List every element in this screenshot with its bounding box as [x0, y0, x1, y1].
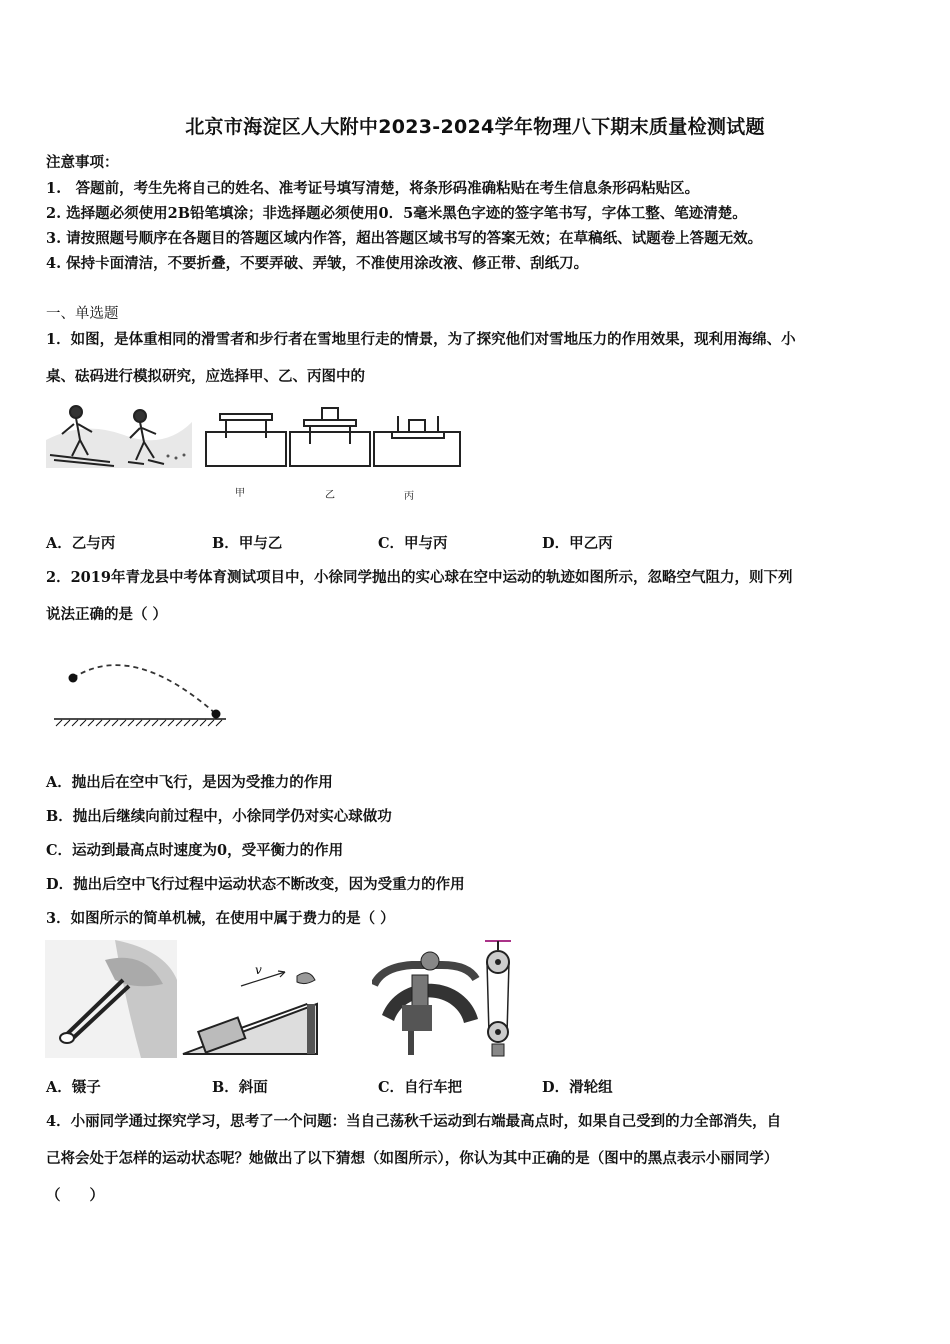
figure-caption-jia: 甲 [235, 488, 245, 499]
q1-option-c[interactable]: C．甲与丙 [378, 535, 448, 552]
question-3-text: 3．如图所示的简单机械，在使用中属于费力的是（ ） [46, 910, 395, 927]
q3-option-b[interactable]: B．斜面 [212, 1079, 268, 1096]
q2-option-d[interactable]: D．抛出后空中飞行过程中运动状态不断改变，因为受重力的作用 [46, 876, 465, 893]
bike-handlebar-figure [372, 945, 482, 1057]
question-2-text-cont: 说法正确的是（ ） [46, 606, 168, 623]
sponge-table-figure [204, 404, 464, 470]
q2-option-b[interactable]: B．抛出后继续向前过程中，小徐同学仍对实心球做功 [46, 808, 392, 825]
pulley-figure [481, 938, 517, 1060]
notice-item: 3. 请按照题号顺序在各题目的答题区域内作答，超出答题区域书写的答案无效；在草稿纸、试题卷上答题无效。 [46, 230, 763, 247]
question-1-text-cont: 桌、砝码进行模拟研究，应选择甲、乙、丙图中的 [46, 368, 365, 385]
question-4-text-cont: （ ） [46, 1187, 104, 1204]
trajectory-figure [52, 650, 232, 730]
notice-heading: 注意事项： [46, 154, 119, 171]
question-4-text-cont: 己将会处于怎样的运动状态呢？她做出了以下猜想（如图所示），你认为其中正确的是（图中的黑点表示小丽同学） [46, 1150, 779, 1167]
notice-item: 2. 选择题必须使用2B铅笔填涂；非选择题必须使用0．5毫米黑色字迹的签字笔书写，字体工整、笔迹清楚。 [46, 205, 747, 222]
section-heading: 一、单选题 [46, 306, 119, 322]
velocity-label: v [255, 963, 262, 977]
page-title: 北京市海淀区人大附中2023-2024学年物理八下期末质量检测试题 [185, 116, 765, 138]
q1-option-d[interactable]: D．甲乙丙 [542, 535, 613, 552]
q1-option-a[interactable]: A．乙与丙 [46, 535, 116, 552]
skier-walker-figure [44, 400, 194, 470]
q3-option-c[interactable]: C．自行车把 [378, 1079, 463, 1096]
tweezers-figure [45, 940, 177, 1058]
figure-caption-yi: 乙 [325, 490, 335, 501]
question-2-text: 2．2019年青龙县中考体育测试项目中，小徐同学抛出的实心球在空中运动的轨迹如图所示，忽略空气阻力，则下列 [46, 569, 793, 586]
figure-caption-bing: 丙 [404, 491, 414, 502]
question-4-text: 4．小丽同学通过探究学习，思考了一个问题：当自己荡秋千运动到右端最高点时，如果自己受到的力全部消失，自 [46, 1113, 782, 1130]
q2-option-a[interactable]: A．抛出后在空中飞行，是因为受推力的作用 [46, 774, 333, 791]
q1-option-b[interactable]: B．甲与乙 [212, 535, 283, 552]
incline-figure [181, 960, 321, 1058]
notice-item: 1. 答题前，考生先将自己的姓名、准考证号填写清楚，将条形码准确粘贴在考生信息条形码粘贴区。 [46, 180, 700, 197]
q3-option-a[interactable]: A．镊子 [46, 1079, 101, 1096]
question-1-text: 1．如图，是体重相同的滑雪者和步行者在雪地里行走的情景，为了探究他们对雪地压力的作用效果，现利用海绵、小 [46, 331, 796, 348]
notice-item: 4. 保持卡面清洁，不要折叠，不要弄破、弄皱，不准使用涂改液、修正带、刮纸刀。 [46, 255, 589, 272]
q2-option-c[interactable]: C．运动到最高点时速度为0，受平衡力的作用 [46, 842, 344, 859]
q3-option-d[interactable]: D．滑轮组 [542, 1079, 613, 1096]
